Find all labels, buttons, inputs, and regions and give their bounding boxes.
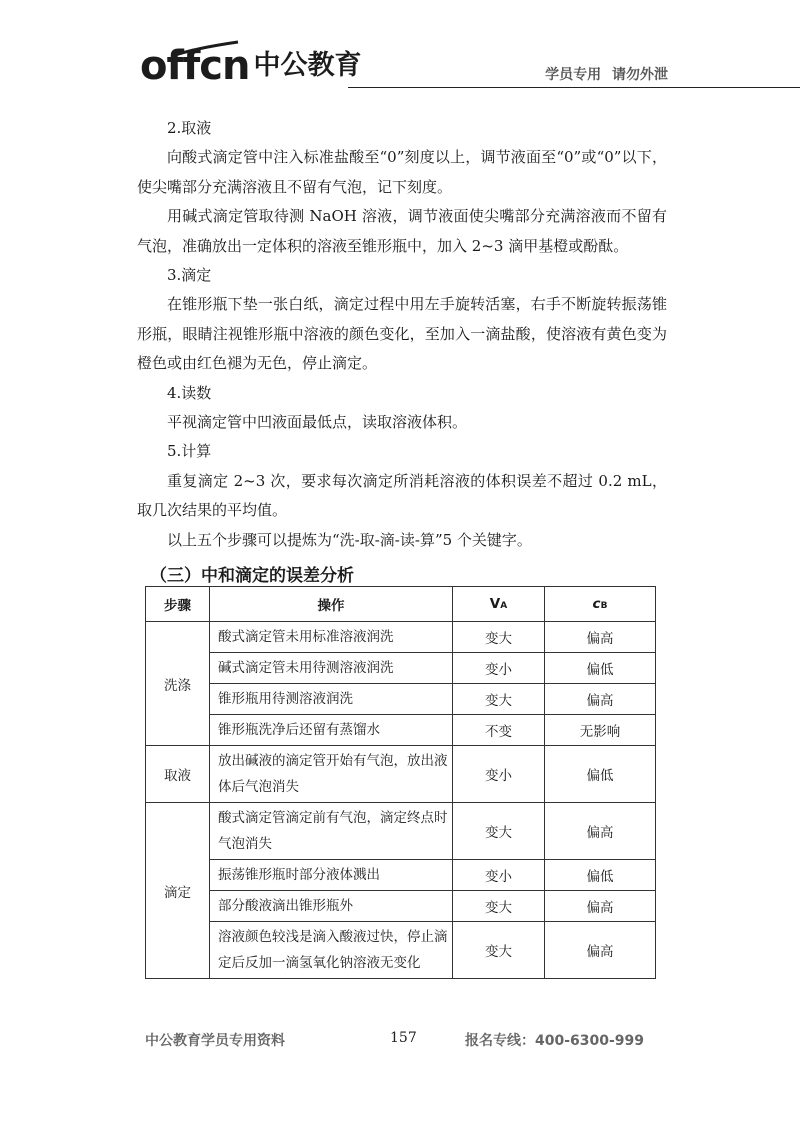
table-row <box>146 860 656 891</box>
operation-cell: 溶液颜色较浅是滴入酸液过快，停止滴定后反加一滴氢氧化钠溶液无变化 <box>210 922 453 979</box>
section-title: （三）中和滴定的误差分析 <box>150 566 354 586</box>
paragraph: 以上五个步骤可以提炼为“洗-取-滴-读-算”5 个关键字。 <box>167 530 532 549</box>
table-row <box>146 746 656 803</box>
cb-cell: 偏高 <box>545 891 656 922</box>
footer-hotline: 报名专线：400-6300-999 <box>465 1033 645 1049</box>
footer-left: 中公教育学员专用资料 <box>145 1033 285 1049</box>
paragraph: 在锥形瓶下垫一张白纸，滴定过程中用左手旋转活塞，右手不断旋转振荡锥形瓶，眼睛注视锥形瓶中溶液的颜色变化，至加入一滴盐酸，使溶液有黄色变为橙色或由红色褪为无色，停止滴定。 <box>137 295 667 373</box>
va-cell: 变小 <box>453 653 545 684</box>
cb-cell: 偏低 <box>545 860 656 891</box>
va-cell: 变小 <box>453 746 545 803</box>
table-row <box>146 653 656 684</box>
paragraph: 向酸式滴定管中注入标准盐酸至“0”刻度以上，调节液面至“0”或“0”以下，使尖嘴部分充满溶液且不留有气泡，记下刻度。 <box>137 148 667 196</box>
logo-cn-text: 中公教育 <box>253 50 362 81</box>
step-cell: 洗涤 <box>146 622 210 746</box>
table-row <box>146 803 656 860</box>
logo-swoosh-icon <box>170 40 240 58</box>
cb-cell: 偏高 <box>545 684 656 715</box>
cb-cell: 偏高 <box>545 922 656 979</box>
paragraph: 3.滴定 <box>167 266 212 285</box>
paragraph: 4.读数 <box>167 383 212 402</box>
operation-cell: 放出碱液的滴定管开始有气泡，放出液体后气泡消失 <box>210 746 453 803</box>
cb-sub: B <box>600 601 608 611</box>
step-cell: 滴定 <box>146 803 210 979</box>
header-step: 步骤 <box>146 587 210 622</box>
paragraph: 平视滴定管中凹液面最低点，读取溶液体积。 <box>167 413 468 432</box>
table-row <box>146 622 656 653</box>
paragraph: 2.取液 <box>167 119 212 137</box>
step-cell: 取液 <box>146 746 210 803</box>
operation-cell: 酸式滴定管滴定前有气泡，滴定终点时气泡消失 <box>210 803 453 860</box>
cb-cell: 偏高 <box>545 622 656 653</box>
offcn-logo <box>140 44 361 88</box>
va-sub: A <box>500 601 508 611</box>
header-va <box>453 587 545 622</box>
cb-cell: 无影响 <box>545 715 656 746</box>
table-row <box>146 922 656 979</box>
operation-cell: 碱式滴定管未用待测溶液润洗 <box>210 653 453 684</box>
cb-main: c <box>592 596 601 612</box>
va-cell: 变小 <box>453 860 545 891</box>
logo-latin-text: offcn <box>140 43 250 89</box>
va-cell: 变大 <box>453 803 545 860</box>
va-cell: 变大 <box>453 922 545 979</box>
paragraph: 用碱式滴定管取待测 NaOH 溶液，调节液面使尖嘴部分充满溶液而不留有气泡，准确放出一定体积的溶液至锥形瓶中，加入 2~3 滴甲基橙或酚酞。 <box>137 207 667 255</box>
va-cell: 变大 <box>453 622 545 653</box>
va-cell: 不变 <box>453 715 545 746</box>
page-footer <box>145 1030 655 1050</box>
paragraph: 重复滴定 2~3 次，要求每次滴定所消耗溶液的体积误差不超过 0.2 mL，取几次结果的平均值。 <box>137 471 667 520</box>
header-rule <box>348 87 800 88</box>
operation-cell: 振荡锥形瓶时部分液体溅出 <box>210 860 453 891</box>
table-header-row <box>146 587 656 622</box>
page-header <box>140 40 670 90</box>
cb-cell: 偏低 <box>545 746 656 803</box>
operation-cell: 锥形瓶用待测溶液润洗 <box>210 684 453 715</box>
header-notice: 学员专用 请勿外泄 <box>545 67 668 83</box>
cb-cell: 偏低 <box>545 653 656 684</box>
header-cb <box>545 587 656 622</box>
va-cell: 变大 <box>453 891 545 922</box>
va-main: V <box>489 596 501 612</box>
header-operation: 操作 <box>210 587 453 622</box>
operation-cell: 酸式滴定管未用标准溶液润洗 <box>210 622 453 653</box>
operation-cell: 部分酸液滴出锥形瓶外 <box>210 891 453 922</box>
table-row <box>146 684 656 715</box>
table-row <box>146 715 656 746</box>
paragraph: 5.计算 <box>167 442 212 461</box>
operation-cell: 锥形瓶洗净后还留有蒸馏水 <box>210 715 453 746</box>
error-analysis-table <box>145 586 656 979</box>
va-cell: 变大 <box>453 684 545 715</box>
page-number: 157 <box>390 1030 417 1046</box>
body-text <box>137 114 667 555</box>
table-row <box>146 891 656 922</box>
cb-cell: 偏高 <box>545 803 656 860</box>
